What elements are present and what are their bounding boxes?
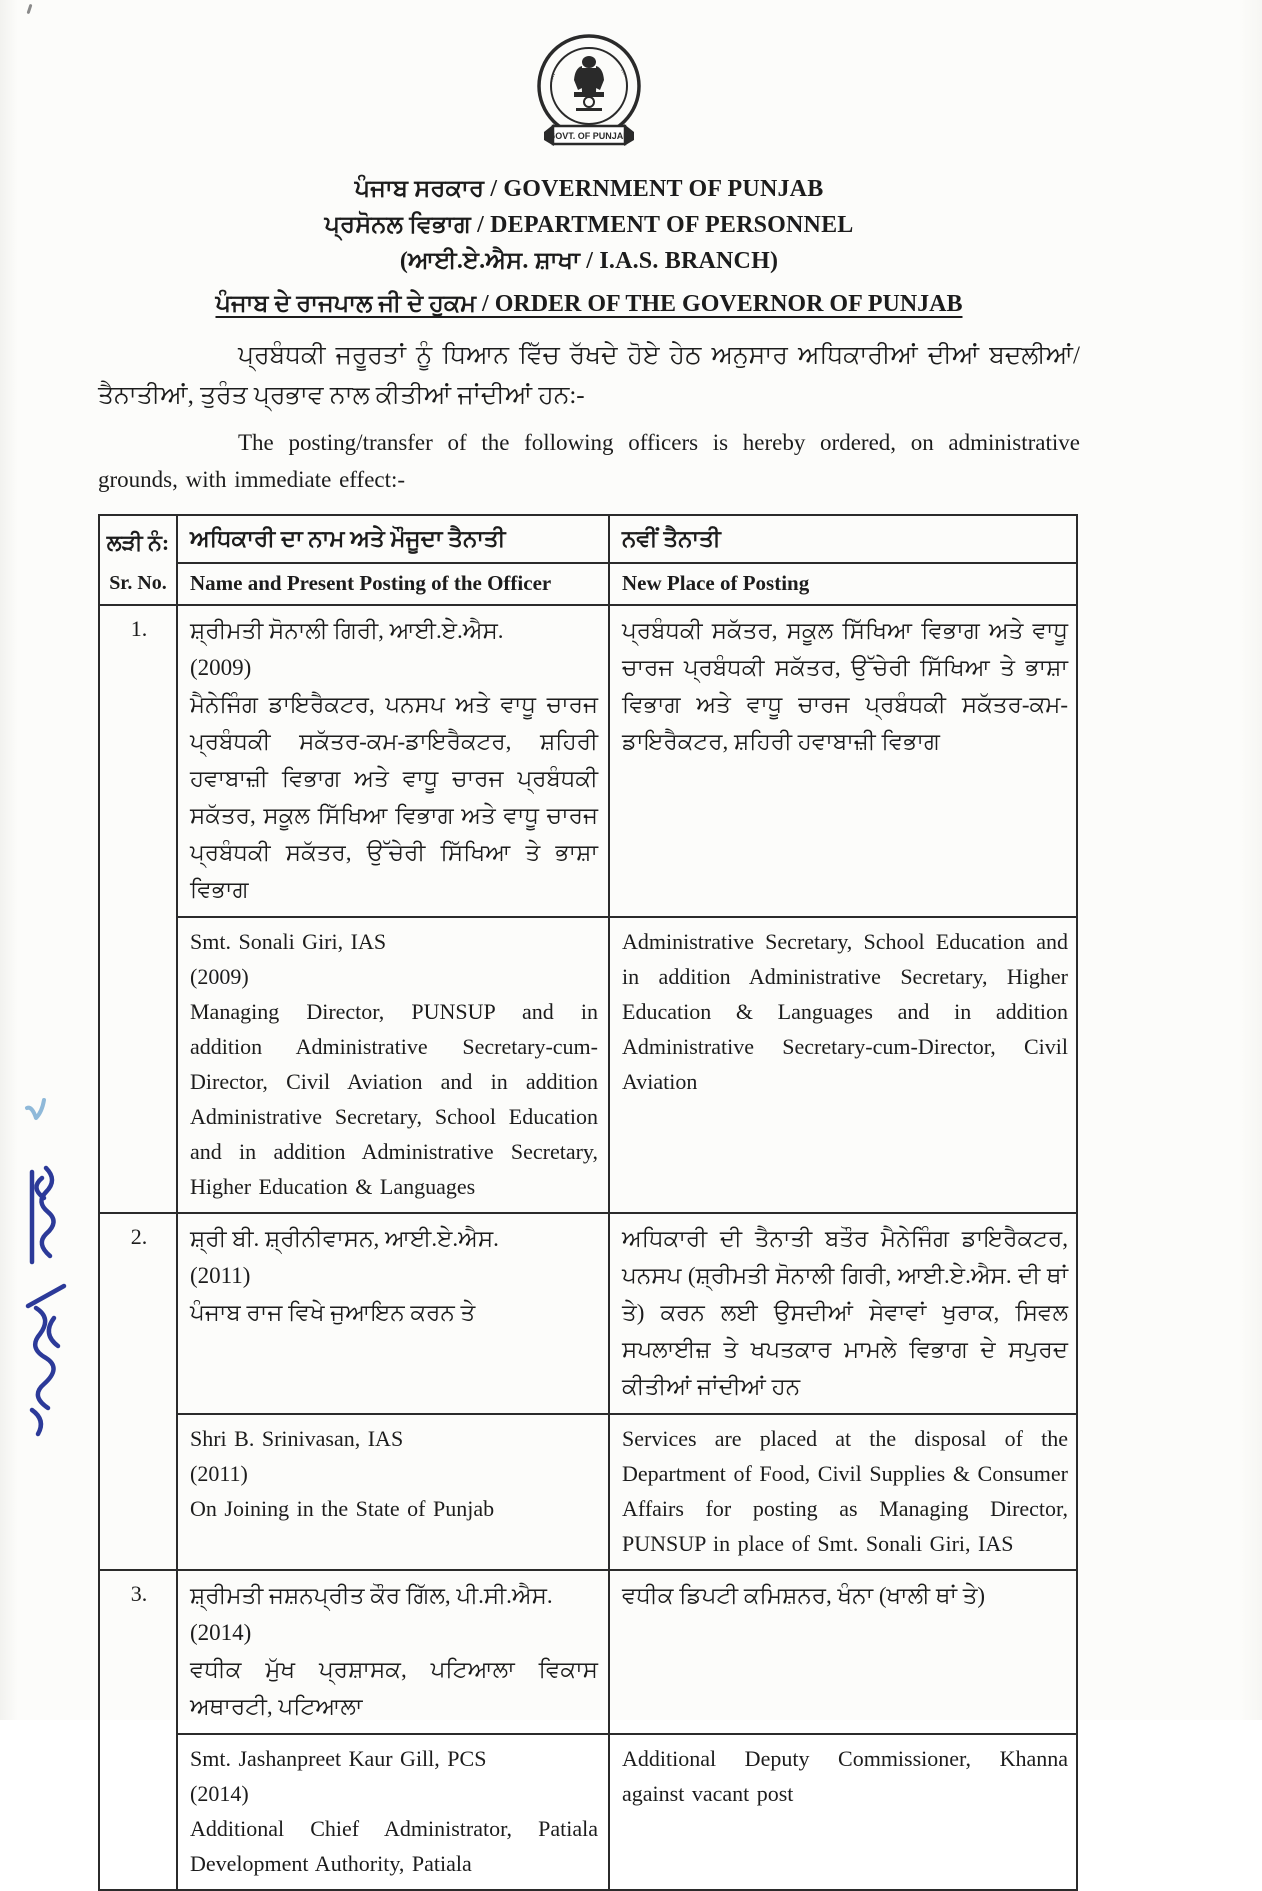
header-name-english: Name and Present Posting of the Officer: [176, 562, 608, 604]
officer-batch-punjabi: (2011): [190, 1263, 251, 1288]
new-posting-punjabi: ਪ੍ਰਬੰਧਕੀ ਸਕੱਤਰ, ਸਕੂਲ ਸਿੱਖਿਆ ਵਿਭਾਗ ਅਤੇ ਵਾਧੂ ਚਾਰਜ ਪ੍ਰਬੰਧਕੀ ਸਕੱਤਰ, ਉੱਚੇਰੀ ਸਿੱਖਿਆ ਤੇ ਭਾਸ਼ਾ ਵਿਭਾਗ ਅਤੇ ਵਾਧੂ ਚਾਰਜ ਪ੍ਰਬੰਧਕੀ ਸਕੱਤਰ-ਕਮ-ਡਾਇਰੈਕਟਰ, ਸ਼ਹਿਰੀ ਹਵਾਬਾਜ਼ੀ ਵਿਭਾਗ: [608, 606, 1078, 916]
svg-text:····: ····: [617, 67, 629, 80]
seal-banner-text: GOVT. OF PUNJAB: [548, 131, 630, 141]
officer-post-english: Additional Chief Administrator, Patiala Development Authority, Patiala: [190, 1816, 598, 1876]
officer-name-english: Shri B. Srinivasan, IAS: [190, 1426, 404, 1451]
officer-name-punjabi: ਸ਼੍ਰੀਮਤੀ ਜਸ਼ਨਪ੍ਰੀਤ ਕੌਰ ਗਿੱਲ, ਪੀ.ਸੀ.ਐਸ.: [190, 1583, 553, 1608]
officer-post-punjabi: ਪੰਜਾਬ ਰਾਜ ਵਿਖੇ ਜੁਆਇਨ ਕਰਨ ਤੇ: [190, 1300, 476, 1325]
officer-batch-english: (2009): [190, 964, 249, 989]
table-row: [100, 604, 1076, 1212]
present-posting-english: [176, 916, 608, 1212]
officer-batch-english: (2014): [190, 1781, 249, 1806]
new-posting-punjabi: ਅਧਿਕਾਰੀ ਦੀ ਤੈਨਾਤੀ ਬਤੌਰ ਮੈਨੇਜਿੰਗ ਡਾਇਰੈਕਟਰ, ਪਨਸਪ (ਸ਼੍ਰੀਮਤੀ ਸੋਨਾਲੀ ਗਿਰੀ, ਆਈ.ਏ.ਐਸ. ਦੀ ਥਾਂ ਤੇ) ਕਰਨ ਲਈ ਉਸਦੀਆਂ ਸੇਵਾਵਾਂ ਖੁਰਾਕ, ਸਿਵਲ ਸਪਲਾਈਜ਼ ਤੇ ਖਪਤਕਾਰ ਮਾਮਲੇ ਵਿਭਾਗ ਦੇ ਸਪੁਰਦ ਕੀਤੀਆਂ ਜਾਂਦੀਆਂ ਹਨ: [608, 1214, 1078, 1413]
intro-paragraph-english: The posting/transfer of the following officers is hereby ordered, on administrative grounds, with immediate effect:-: [98, 430, 1080, 492]
svg-text:····: ····: [548, 72, 559, 84]
row-serial: 2.: [130, 1224, 148, 1249]
present-posting-punjabi: [176, 606, 608, 916]
table-row: [100, 1569, 1076, 1889]
new-posting-punjabi: ਵਧੀਕ ਡਿਪਟੀ ਕਮਿਸ਼ਨਰ, ਖੰਨਾ (ਖਾਲੀ ਥਾਂ ਤੇ): [608, 1571, 1078, 1733]
letterhead-line-2: ਪ੍ਰਸੋਨਲ ਵਿਭਾਗ / DEPARTMENT OF PERSONNEL: [324, 212, 854, 238]
letterhead-line-3: (ਆਈ.ਏ.ਐਸ. ਸ਼ਾਖਾ / I.A.S. BRANCH): [399, 248, 779, 274]
officer-batch-punjabi: (2009): [190, 655, 252, 680]
state-emblem: [98, 28, 1080, 166]
present-posting-english: [176, 1413, 608, 1569]
present-posting-punjabi: [176, 1214, 608, 1413]
row-serial: 1.: [130, 616, 148, 641]
present-posting-english: [176, 1733, 608, 1889]
new-posting-english: Additional Deputy Commissioner, Khanna against vacant post: [608, 1733, 1078, 1889]
officer-batch-english: (2011): [190, 1461, 248, 1486]
letterhead-line-1: ਪੰਜਾਬ ਸਰਕਾਰ / GOVERNMENT OF PUNJAB: [354, 176, 824, 202]
header-new-posting-punjabi: ਨਵੀਂ ਤੈਨਾਤੀ: [608, 516, 1078, 562]
table-row: [100, 1212, 1076, 1569]
document-body: [98, 28, 1080, 1891]
margin-checkmark: [22, 1082, 68, 1128]
officer-name-punjabi: ਸ਼੍ਰੀਮਤੀ ਸੋਨਾਲੀ ਗਿਰੀ, ਆਈ.ਏ.ਐਸ.: [190, 618, 504, 643]
officer-post-punjabi: ਮੈਨੇਜਿੰਗ ਡਾਇਰੈਕਟਰ, ਪਨਸਪ ਅਤੇ ਵਾਧੂ ਚਾਰਜ ਪ੍ਰਬੰਧਕੀ ਸਕੱਤਰ-ਕਮ-ਡਾਇਰੈਕਟਰ, ਸ਼ਹਿਰੀ ਹਵਾਬਾਜ਼ੀ ਵਿਭਾਗ ਅਤੇ ਵਾਧੂ ਚਾਰਜ ਪ੍ਰਬੰਧਕੀ ਸਕੱਤਰ, ਸਕੂਲ ਸਿੱਖਿਆ ਵਿਭਾਗ ਅਤੇ ਵਾਧੂ ਚਾਰਜ ਪ੍ਰਬੰਧਕੀ ਸਕੱਤਰ, ਉੱਚੇਰੀ ਸਿੱਖਿਆ ਤੇ ਭਾਸ਼ਾ ਵਿਭਾਗ: [190, 692, 598, 902]
table-header: [100, 516, 1076, 604]
new-posting-english: Administrative Secretary, School Education and in addition Administrative Secretary, Higher Education & Languages and in addition Administrative Secretary-cum-Director, Civil Aviation: [608, 916, 1078, 1212]
postings-table: [98, 514, 1078, 1891]
intro-paragraph-punjabi: ਪ੍ਰਬੰਧਕੀ ਜਰੂਰਤਾਂ ਨੂੰ ਧਿਆਨ ਵਿੱਚ ਰੱਖਦੇ ਹੋਏ ਹੇਠ ਅਨੁਸਾਰ ਅਧਿਕਾਰੀਆਂ ਦੀਆਂ ਬਦਲੀਆਂ/ਤੈਨਾਤੀਆਂ, ਤੁਰੰਤ ਪ੍ਰਭਾਵ ਨਾਲ ਕੀਤੀਆਂ ਜਾਂਦੀਆਂ ਹਨ:-: [98, 342, 1080, 409]
officer-post-english: Managing Director, PUNSUP and in addition Administrative Secretary-cum-Director, Civil Aviation and in addition Administrative Secretary, School Education and in addition Administrative Secretary, Higher Education & Languages: [190, 999, 598, 1199]
order-title: ਪੰਜਾਬ ਦੇ ਰਾਜਪਾਲ ਜੀ ਦੇ ਹੁਕਮ / ORDER OF THE GOVERNOR OF PUNJAB: [215, 291, 963, 317]
header-sr-no-english: Sr. No.: [109, 572, 167, 594]
present-posting-punjabi: [176, 1571, 608, 1733]
punjab-govt-seal-icon: [530, 28, 648, 164]
officer-name-punjabi: ਸ਼੍ਰੀ ਬੀ. ਸ਼੍ਰੀਨੀਵਾਸਨ, ਆਈ.ਏ.ਐਸ.: [190, 1226, 499, 1251]
header-name-punjabi: ਅਧਿਕਾਰੀ ਦਾ ਨਾਮ ਅਤੇ ਮੌਜੂਦਾ ਤੈਨਾਤੀ: [176, 516, 608, 562]
new-posting-english: Services are placed at the disposal of the Department of Food, Civil Supplies & Consumer Affairs for posting as Managing Director, PUNSUP in place of Smt. Sonali Giri, IAS: [608, 1413, 1078, 1569]
header-sr-no-punjabi: ਲੜੀ ਨੰ:: [106, 530, 170, 555]
header-new-posting-english: New Place of Posting: [608, 562, 1078, 604]
officer-batch-punjabi: (2014): [190, 1620, 252, 1645]
officer-post-english: On Joining in the State of Punjab: [190, 1496, 495, 1521]
officer-name-english: Smt. Sonali Giri, IAS: [190, 929, 387, 954]
handwritten-note: [2, 1158, 74, 1488]
row-serial: 3.: [130, 1581, 148, 1606]
officer-post-punjabi: ਵਧੀਕ ਮੁੱਖ ਪ੍ਰਸ਼ਾਸਕ, ਪਟਿਆਲਾ ਵਿਕਾਸ ਅਥਾਰਟੀ, ਪਟਿਆਲਾ: [190, 1657, 598, 1719]
scan-speck: [27, 4, 33, 14]
header-sr-no: [100, 516, 176, 604]
officer-name-english: Smt. Jashanpreet Kaur Gill, PCS: [190, 1746, 487, 1771]
